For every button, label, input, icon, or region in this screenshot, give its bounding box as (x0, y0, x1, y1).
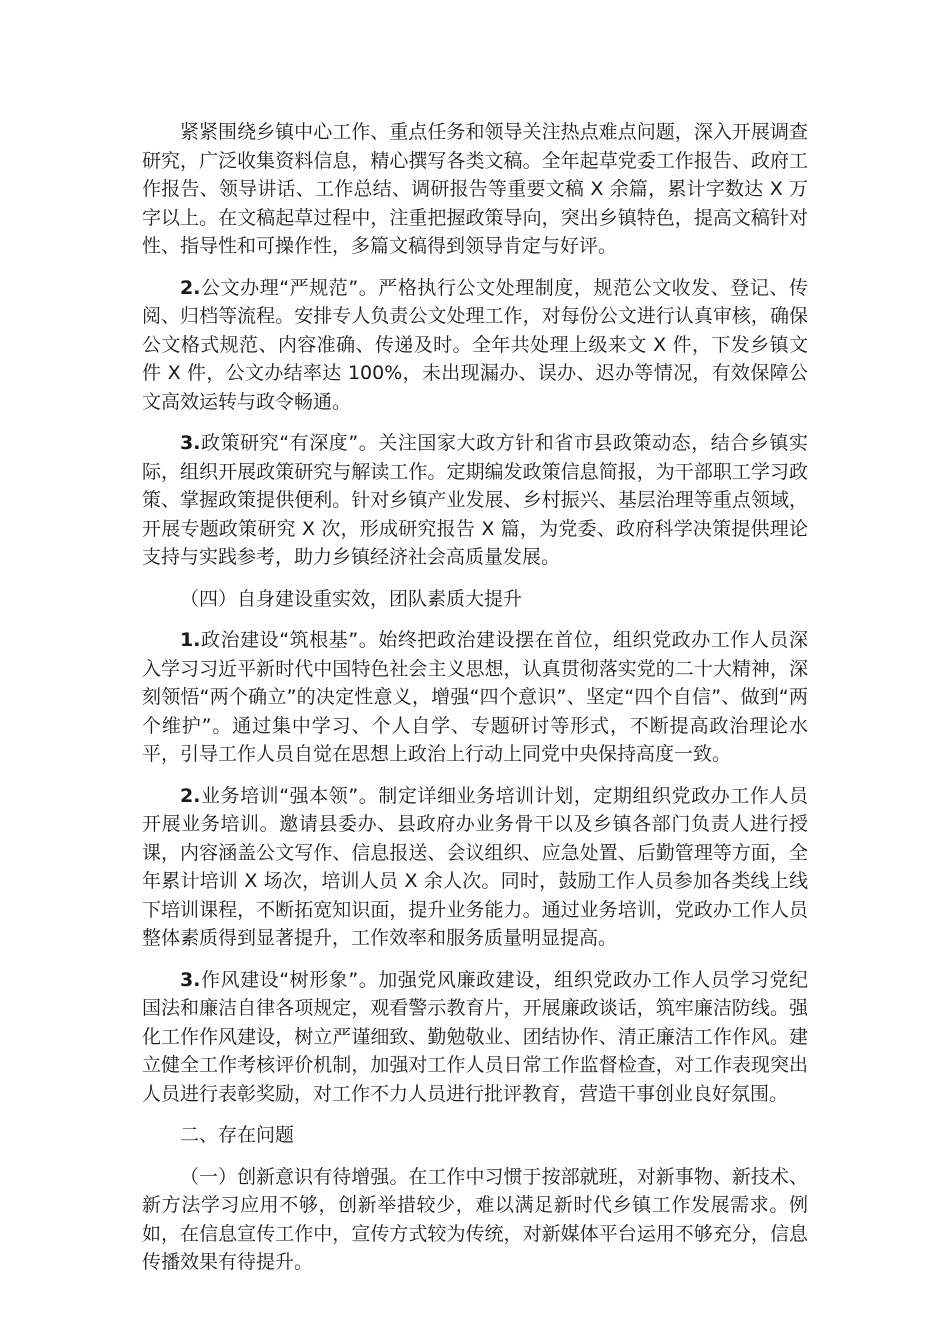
paragraph-text: 业务培训“强本领”。制定详细业务培训计划，定期组织党政办工作人员开展业务培训。邀请县委办、县政府办业务骨干以及乡镇各部门负责人进行授课，内容涵盖公文写作、信息报送、会议组织、应急处置、后勤管理等方面，全年累计培训 X 场次，培训人员 X 余人次。同时，鼓励工作人员参加各类线上线下培训课程，不断拓宽知识面，提升业务能力。通过业务培训，党政办工作人员整体素质得到显著提升，工作效率和服务质量明显提高。 (142, 784, 808, 949)
paragraph-text: 紧紧围绕乡镇中心工作、重点任务和领导关注热点难点问题，深入开展调查研究，广泛收集资料信息，精心撰写各类文稿。全年起草党委工作报告、政府工作报告、领导讲话、工作总结、调研报告等重要文稿 X 余篇，累计字数达 X 万字以上。在文稿起草过程中，注重把握政策导向，突出乡镇特色，提高文稿针对性、指导性和可操作性，多篇文稿得到领导肯定与好评。 (142, 121, 808, 257)
section-heading-self-building (142, 585, 808, 614)
paragraph-business-training (142, 782, 808, 953)
item-number: 3. (180, 432, 201, 454)
paragraph-political-building (142, 626, 808, 769)
paragraph-document-drafting (142, 118, 808, 261)
heading-text: 二、存在问题 (180, 1124, 295, 1146)
paragraph-text: 公文办理“严规范”。严格执行公文处理制度，规范公文收发、登记、传阅、归档等流程。安排专人负责公文处理工作，对每份公文进行认真审核，确保公文格式规范、内容准确、传递及时。全年共处理上级来文 X 件，下发乡镇文件 X 件，公文办结率达 100%，未出现漏办、误办、迟办等情况，有效保障公文高效运转与政令畅通。 (142, 276, 808, 413)
paragraph-document-handling (142, 274, 808, 417)
item-number: 2. (180, 276, 201, 299)
item-number: 3. (180, 968, 201, 991)
paragraph-text: （一）创新意识有待增强。在工作中习惯于按部就班，对新事物、新技术、新方法学习应用不够，创新举措较少，难以满足新时代乡镇工作发展需求。例如，在信息宣传工作中，宣传方式较为传统，对新媒体平台运用不够充分，信息传播效果有待提升。 (142, 1165, 808, 1273)
document-page (142, 118, 808, 1290)
paragraph-innovation-awareness (142, 1163, 808, 1277)
section-heading-problems (142, 1121, 808, 1150)
heading-text: （四）自身建设重实效，团队素质大提升 (180, 587, 523, 610)
paragraph-work-style (142, 966, 808, 1109)
paragraph-text: 政策研究“有深度”。关注国家大政方针和省市县政策动态，结合乡镇实际，组织开展政策研究与解读工作。定期编发政策信息简报，为干部职工学习政策、掌握政策提供便利。针对乡镇产业发展、乡村振兴、基层治理等重点领域，开展专题政策研究 X 次，形成研究报告 X 篇，为党委、政府科学决策提供理论支持与实践参考，助力乡镇经济社会高质量发展。 (142, 432, 808, 568)
paragraph-text: 作风建设“树形象”。加强党风廉政建设，组织党政办工作人员学习党纪国法和廉洁自律各项规定，观看警示教育片，开展廉政谈话，筑牢廉洁防线。强化工作作风建设，树立严谨细致、勤勉敬业、团结协作、清正廉洁工作作风。建立健全工作考核评价机制，加强对工作人员日常工作监督检查，对工作表现突出人员进行表彰奖励，对工作不力人员进行批评教育，营造干事创业良好氛围。 (142, 968, 808, 1105)
item-number: 1. (180, 629, 201, 651)
item-number: 2. (180, 784, 201, 807)
paragraph-text: 政治建设“筑根基”。始终把政治建设摆在首位，组织党政办工作人员深入学习习近平新时代中国特色社会主义思想，认真贯彻落实党的二十大精神，深刻领悟“两个确立”的决定性意义，增强“四个意识”、坚定“四个自信”、做到“两个维护”。通过集中学习、个人自学、专题研讨等形式，不断提高政治理论水平，引导工作人员自觉在思想上政治上行动上同党中央保持高度一致。 (142, 629, 808, 765)
paragraph-policy-research (142, 429, 808, 572)
